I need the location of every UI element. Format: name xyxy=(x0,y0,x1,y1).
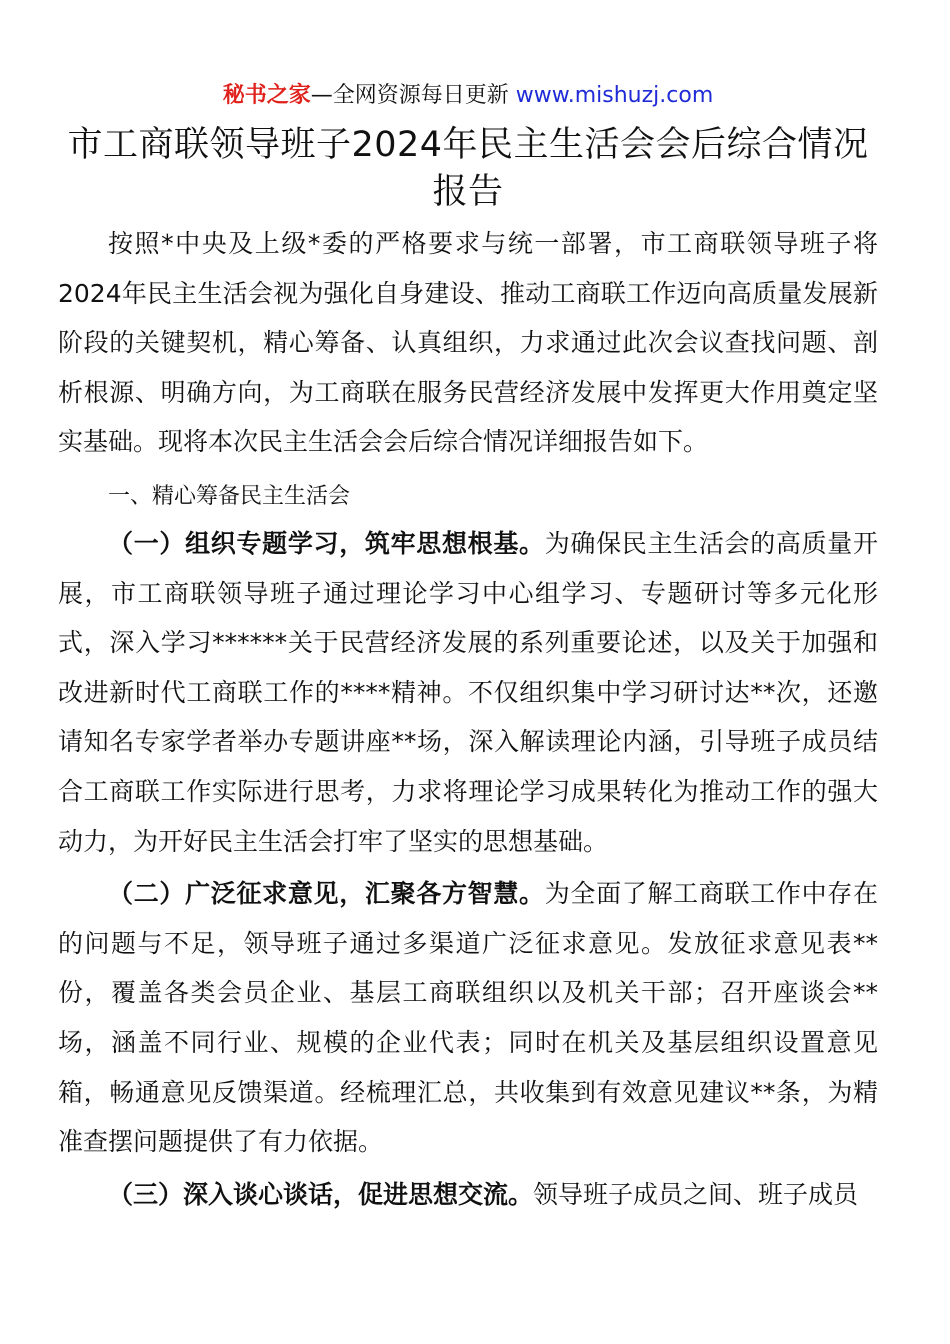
subsection-paragraph-3 xyxy=(58,1170,878,1220)
subsection-lead: （二）广泛征求意见，汇聚各方智慧。 xyxy=(108,879,545,909)
subsection-paragraph-2 xyxy=(58,869,878,1167)
banner-brand: 秘书之家 xyxy=(222,83,311,108)
subsection-body: 为全面了解工商联工作中存在的问题与不足，领导班子通过多渠道广泛征求意见。发放征求意见表**份，覆盖各类会员企业、基层工商联组织以及机关干部；召开座谈会**场，涵盖不同行业、规模的企业代表；同时在机关及基层组织设置意见箱，畅通意见反馈渠道。经梳理汇总，共收集到有效意见建议**条，为精准查摆问题提供了有力依据。 xyxy=(58,879,878,1157)
banner-url[interactable]: www.mishuzj.com xyxy=(515,83,714,108)
intro-paragraph: 按照*中央及上级*委的严格要求与统一部署，市工商联领导班子将2024年民主生活会视为强化自身建设、推动工商联工作迈向高质量发展新阶段的关键契机，精心筹备、认真组织，力求通过此次会议查找问题、剖析根源、明确方向，为工商联在服务民营经济发展中发挥更大作用奠定坚实基础。现将本次民主生活会会后综合情况详细报告如下。 xyxy=(58,229,878,457)
banner-tagline: —全网资源每日更新 xyxy=(310,83,516,108)
subsection-lead: （三）深入谈心谈话，促进思想交流。 xyxy=(108,1179,534,1209)
section-heading: 一、精心筹备民主生活会 xyxy=(108,483,351,509)
subsection-body: 领导班子成员之间、班子成员 xyxy=(533,1179,859,1209)
document-title: 市工商联领导班子2024年民主生活会会后综合情况报告 xyxy=(67,125,869,212)
subsection-paragraph-1 xyxy=(58,519,878,866)
subsection-body: 为确保民主生活会的高质量开展，市工商联领导班子通过理论学习中心组学习、专题研讨等多元化形式，深入学习******关于民营经济发展的系列重要论述，以及关于加强和改进新时代工商联工作的****精神。不仅组织集中学习研讨达**次，还邀请知名专家学者举办专题讲座**场，深入解读理论内涵，引导班子成员结合工商联工作实际进行思考，力求将理论学习成果转化为推动工作的强大动力，为开好民主生活会打牢了坚实的思想基础。 xyxy=(58,528,878,856)
site-banner xyxy=(58,0,878,112)
subsection-lead: （一）组织专题学习，筑牢思想根基。 xyxy=(108,528,545,558)
